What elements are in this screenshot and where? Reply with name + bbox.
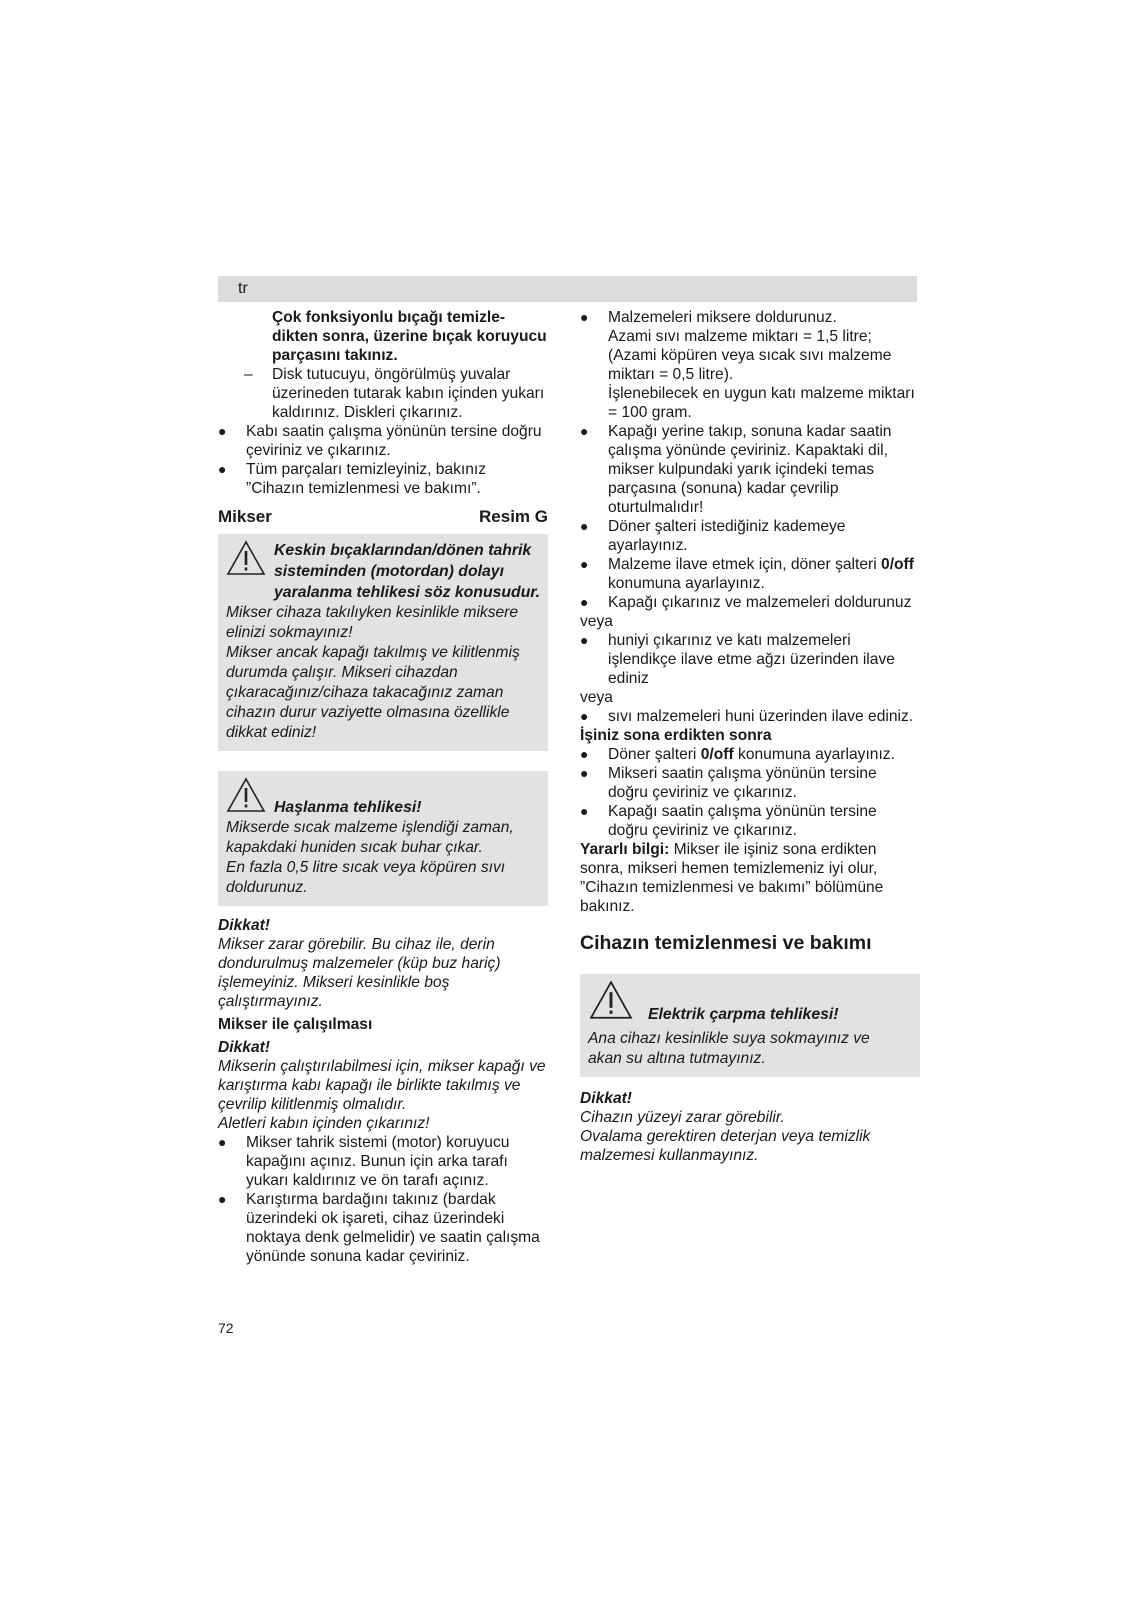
caution-text: Cihazın yüzeyi zarar görebilir. <box>580 1109 785 1126</box>
warning-title: Keskin bıçaklarından/dönen tahrik sisteminden (motordan) dolayı yaralanma tehlikesi söz konusudur. <box>274 542 541 601</box>
bullet-icon: ● <box>218 461 227 477</box>
left-column <box>218 308 548 1266</box>
list-item: ● Kapağı yerine takıp, sonuna kadar saatin çalışma yönünde çeviriniz. Kapaktaki dil, mikser kulpundaki yarık içindeki temas parçasına (sonuna) kadar çevrilip oturtulmalıdır! <box>580 423 892 516</box>
section-title: Mikser <box>218 507 272 526</box>
dash-list-item: – Disk tutucuyu, öngörülmüş yuvalar üzerineden tutarak kabın içinden yukarı kaldırınız. Diskleri çıkarınız. <box>244 366 545 421</box>
list-item: ● huniyi çıkarınız ve katı malzemeleri işlendikçe ilave etme ağzı üzerinden ilave ediniz <box>580 632 895 687</box>
list-item: ● Döner şalteri istediğiniz kademeye ayarlayınız. <box>580 518 846 554</box>
bullet-icon: ● <box>218 423 227 439</box>
list-item: ● Döner şalteri 0/off konumuna ayarlayınız. <box>580 746 895 763</box>
bullet-icon: ● <box>580 594 589 610</box>
tip-text: Mikser ile işiniz sona erdikten sonra, mikseri hemen temizlemeniz iyi olur, ”Cihazın temizlenmesi ve bakımı” bölümüne bakınız. <box>580 841 884 915</box>
warning-title: Haşlanma tehlikesi! <box>274 799 422 816</box>
list-item: ● Malzemeleri miksere doldurunuz. Azami sıvı malzeme miktarı = 1,5 litre; (Azami köpüren veya sıcak sıvı malzeme miktarı = 0,5 litre). İşlenebilecek en uygun katı malzeme miktarı = 100 gram. <box>580 308 920 422</box>
language-code: tr <box>238 280 248 297</box>
warning-triangle-icon <box>226 540 274 581</box>
right-column <box>580 308 920 1165</box>
list-item: ● Karıştırma bardağını takınız (bardak üzerindeki ok işareti, cihaz üzerindeki noktaya denk gelmelidir) ve saatin çalışma yönünde sonuna kadar çeviriniz. <box>218 1191 540 1265</box>
bullet-icon: ● <box>218 1191 227 1207</box>
warning-box-scald <box>218 771 548 906</box>
bullet-icon: ● <box>580 632 589 648</box>
subsection-title: İşiniz sona erdikten sonra <box>580 727 772 744</box>
list-item: ● Kapağı çıkarınız ve malzemeleri doldurunuz <box>580 594 912 611</box>
caution-text: Mikser zarar görebilir. Bu cihaz ile, derin dondurulmuş malzemeler (küp buz hariç) işlemeyiniz. Mikseri kesinlikle boş çalıştırmayınız. <box>218 936 501 1010</box>
list-item: ● Tüm parçaları temizleyiniz, bakınız ”Cihazın temizlenmesi ve bakımı”. <box>218 461 487 497</box>
page-number: 72 <box>218 1320 234 1336</box>
list-item: ● sıvı malzemeleri huni üzerinden ilave ediniz. <box>580 708 914 725</box>
intro-bold-text: Çok fonksiyonlu bıçağı temizle-dikten sonra, üzerine bıçak koruyucu parçasını takınız. <box>272 309 547 364</box>
bullet-icon: ● <box>580 803 589 819</box>
or-text: veya <box>580 689 613 706</box>
bullet-icon: ● <box>580 556 589 572</box>
warning-text: Mikser ancak kapağı takılmış ve kilitlenmiş durumda çalışır. Mikseri cihazdan çıkaracağınız/cihaza takacağınız zaman cihazın durur vaziyette olmasına özellikle dikkat ediniz! <box>226 644 520 741</box>
caution-text: Aletleri kabın içinden çıkarınız! <box>218 1115 430 1132</box>
switch-position: 0/off <box>700 746 734 763</box>
bullet-icon: ● <box>580 765 589 781</box>
caution-text: Mikserin çalıştırılabilmesi için, mikser kapağı ve karıştırma kabı kapağı ile birlikte takılmış ve çevrilip kilitlenmiş olmalıdır. <box>218 1058 546 1113</box>
bullet-icon: ● <box>580 708 589 724</box>
switch-position: 0/off <box>881 556 914 573</box>
tip-label: Yararlı bilgi: <box>580 841 670 858</box>
detail-text: Azami sıvı malzeme miktarı = 1,5 litre; (Azami köpüren veya sıcak sıvı malzeme miktarı = 0,5 litre). <box>608 328 892 383</box>
bullet-icon: ● <box>580 309 589 325</box>
dash-icon: – <box>244 366 253 383</box>
list-item: ● Mikser tahrik sistemi (motor) koruyucu kapağını açınız. Bunun için arka tarafı yukarı kaldırınız ve ön tarafı açınız. <box>218 1134 510 1189</box>
warning-text: Mikserde sıcak malzeme işlendiği zaman, kapakdaki huniden sıcak buhar çıkar. <box>226 819 514 856</box>
list-item: ● Mikseri saatin çalışma yönünün tersine doğru çeviriniz ve çıkarınız. <box>580 765 877 801</box>
detail-text: İşlenebilecek en uygun katı malzeme miktarı = 100 gram. <box>608 385 915 421</box>
warning-box-electric <box>580 974 920 1077</box>
list-item: ● Malzeme ilave etmek için, döner şalteri 0/off konumuna ayarlayınız. <box>580 556 914 592</box>
warning-title: Elektrik çarpma tehlikesi! <box>648 1006 839 1023</box>
caution-title: Dikkat! <box>218 917 270 934</box>
section-figure-ref: Resim G <box>479 507 548 526</box>
or-text: veya <box>580 613 613 630</box>
list-item: ● Kapağı saatin çalışma yönünün tersine doğru çeviriniz ve çıkarınız. <box>580 803 877 839</box>
list-item: ● Kabı saatin çalışma yönünün tersine doğru çeviriniz ve çıkarınız. <box>218 423 542 459</box>
subsection-title: Mikser ile çalışılması <box>218 1016 373 1033</box>
tip-paragraph <box>580 840 920 916</box>
bullet-icon: ● <box>218 1134 227 1150</box>
caution-text: Ovalama gerektiren deterjan veya temizlik malzemesi kullanmayınız. <box>580 1128 871 1164</box>
warning-text: Mikser cihaza takılıyken kesinlikle miksere elinizi sokmayınız! <box>226 604 519 641</box>
caution-title: Dikkat! <box>580 1090 632 1107</box>
bullet-icon: ● <box>580 423 589 439</box>
header-bar <box>218 276 917 302</box>
warning-text: En fazla 0,5 litre sıcak veya köpüren sıvı doldurunuz. <box>226 859 506 896</box>
bullet-icon: ● <box>580 518 589 534</box>
section-heading-mikser <box>218 506 548 528</box>
bullet-icon: ● <box>580 746 589 762</box>
warning-box-injury <box>218 534 548 751</box>
caution-title: Dikkat! <box>218 1039 270 1056</box>
warning-triangle-icon <box>226 777 274 818</box>
warning-triangle-icon <box>588 980 648 1025</box>
cleaning-heading: Cihazın temizlenmesi ve bakımı <box>580 932 872 954</box>
warning-text: Ana cihazı kesinlikle suya sokmayınız ve akan su altına tutmayınız. <box>588 1030 870 1067</box>
